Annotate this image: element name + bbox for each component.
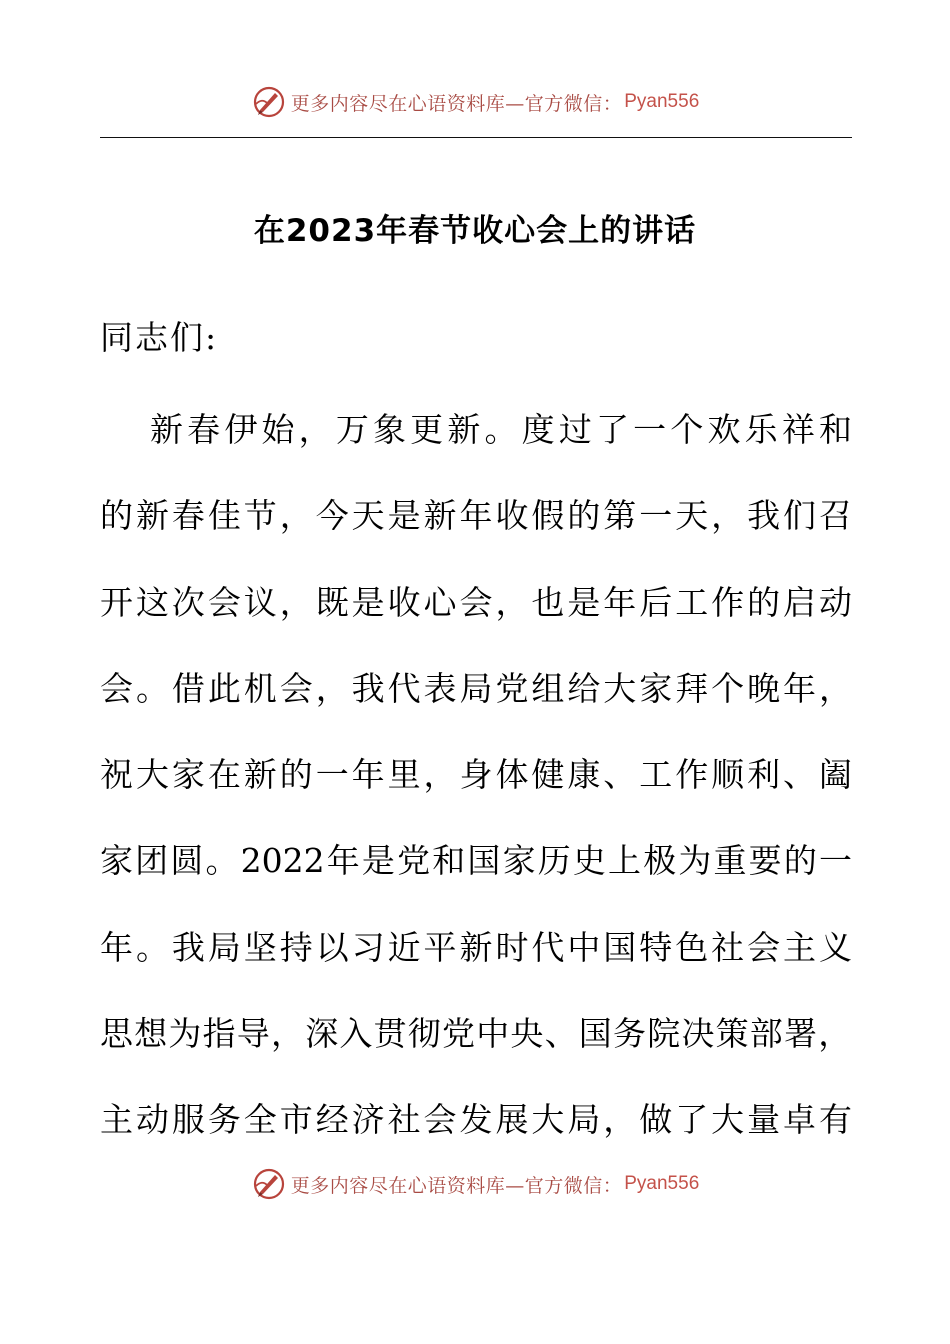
salutation: 同志们: bbox=[100, 318, 219, 357]
paragraph-line: 思想为指导，深入贯彻党中央、国务院决策部署， bbox=[100, 1014, 853, 1054]
paragraph-line: 的新春佳节，今天是新年收假的第一天，我们召 bbox=[100, 496, 852, 536]
paragraph-line: 年。我局坚持以习近平新时代中国特色社会主义 bbox=[100, 927, 852, 967]
paragraph-line: 开这次会议，既是收心会，也是年后工作的启动 bbox=[100, 582, 852, 622]
watermark-text: 更多内容尽在心语资料库—官方微信： bbox=[290, 1174, 623, 1197]
pen-nib-logo-icon bbox=[251, 84, 287, 120]
paragraph-line: 主动服务全市经济社会发展大局，做了大量卓有 bbox=[100, 1100, 852, 1140]
paragraph-line: 会。借此机会，我代表局党组给大家拜个晚年， bbox=[100, 668, 852, 708]
watermark-text: 更多内容尽在心语资料库—官方微信： bbox=[290, 92, 623, 115]
document-title: 在2023年春节收心会上的讲话 bbox=[253, 213, 697, 249]
watermark-wechat-id: Pyan556 bbox=[624, 91, 700, 112]
paragraph-line: 祝大家在新的一年里，身体健康、工作顺利、阖 bbox=[100, 755, 852, 795]
paragraph-line: 家团圆。2022年是党和国家历史上极为重要的一 bbox=[100, 841, 852, 881]
header-watermark bbox=[0, 82, 950, 122]
paragraph-line: 新春伊始，万象更新。度过了一个欢乐祥和 bbox=[150, 410, 852, 449]
header-divider bbox=[100, 137, 852, 138]
footer-watermark bbox=[0, 1164, 950, 1204]
watermark-wechat-id: Pyan556 bbox=[624, 1173, 700, 1194]
pen-nib-logo-icon bbox=[251, 1166, 287, 1202]
body-paragraph bbox=[100, 404, 852, 1181]
